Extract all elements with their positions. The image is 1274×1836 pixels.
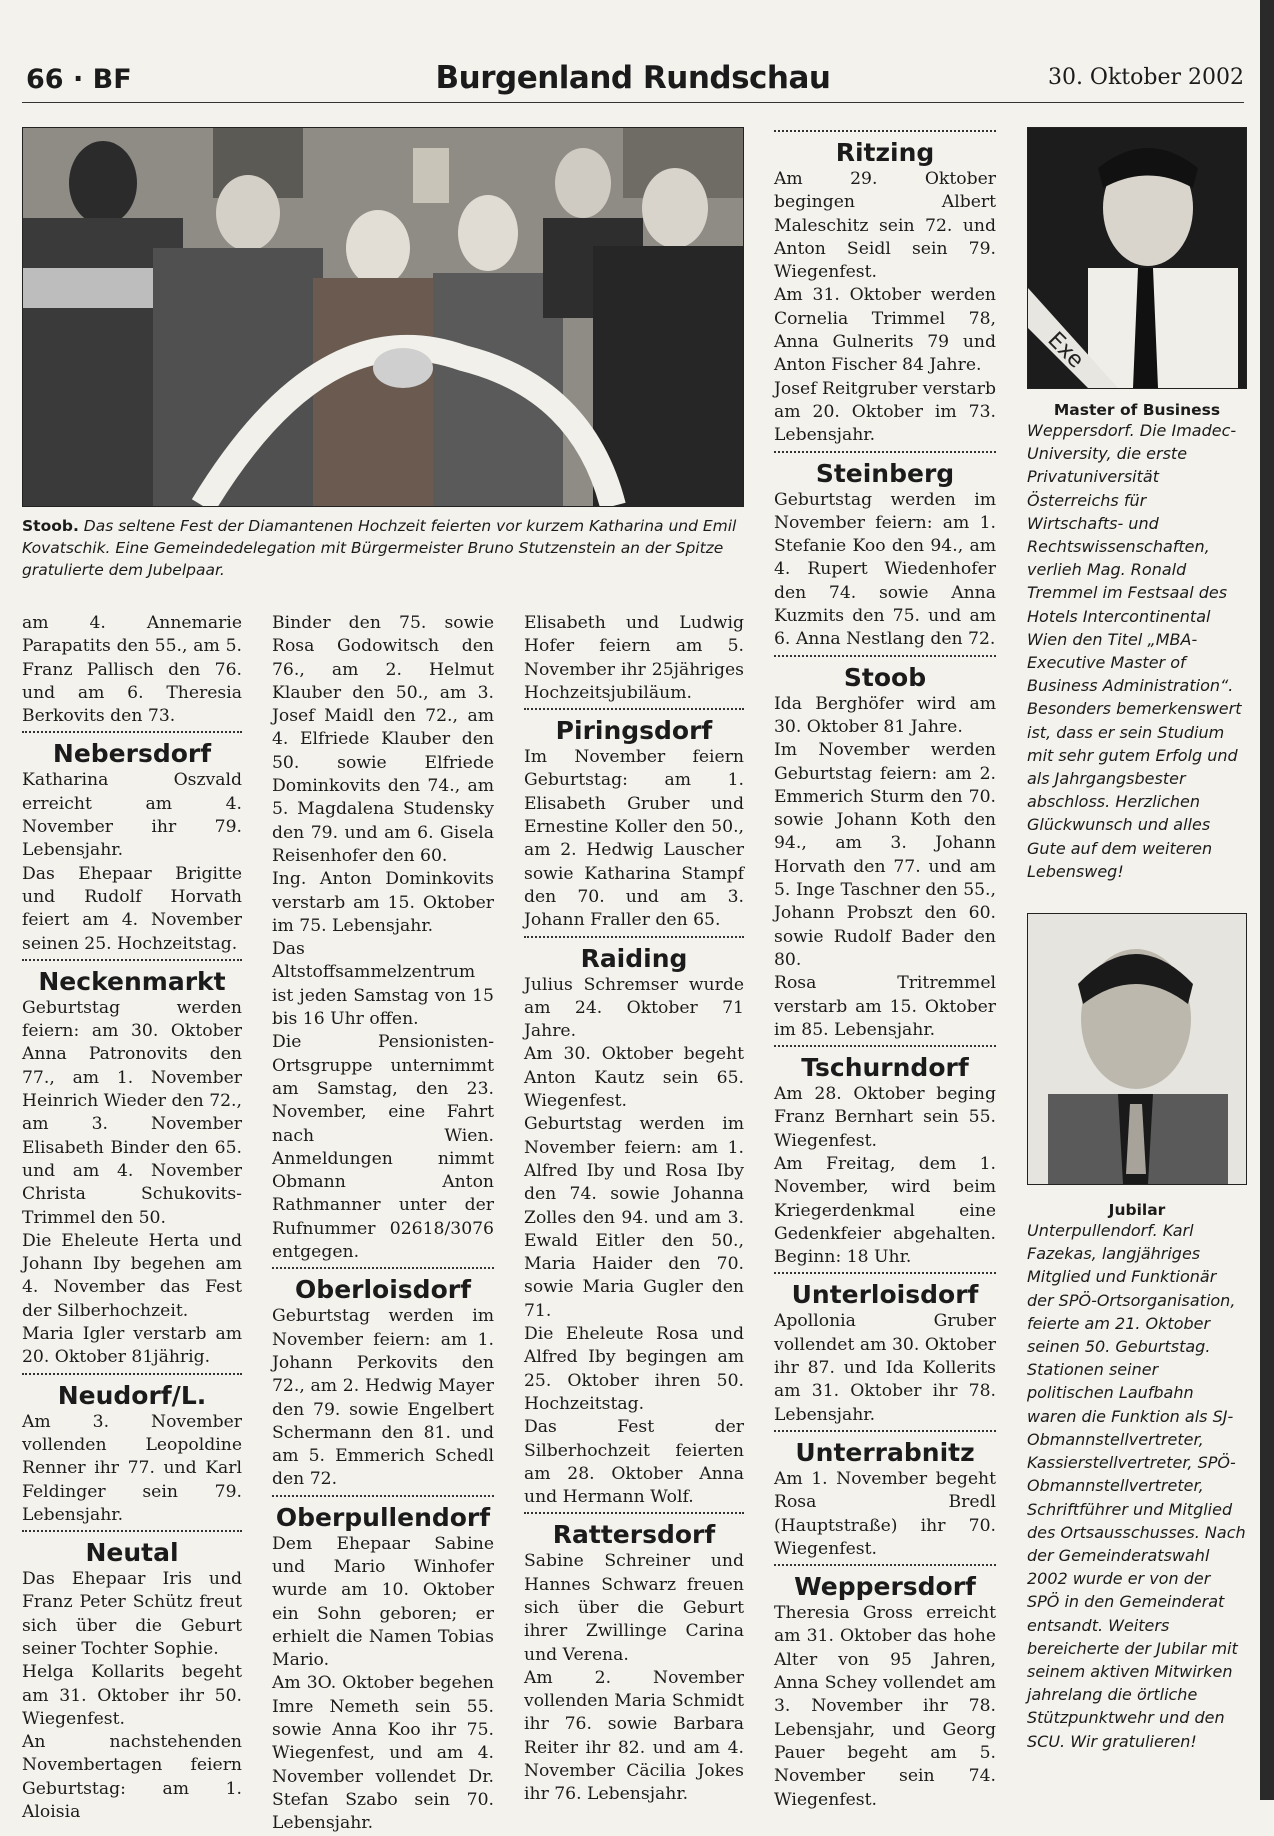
paragraph: Sabine Schreiner und Hannes Schwarz freuen sich über die Geburt ihrer Zwillinge Carina und Verena. [524,1551,744,1665]
paragraph: Theresia Gross erreicht am 31. Oktober das hohe Alter von 95 Jahren, Anna Schey vollendet am 3. November ihr 78. Lebensjahr, und Georg Pauer begeht am 5. November sein 74. Wiegenfest. [774,1603,996,1810]
paragraph: Am 3. November vollenden Leopoldine Renner ihr 77. und Karl Feldinger sein 79. Lebensjahr. [22,1411,242,1525]
section-title: Weppersdorf [774,1564,996,1602]
sidebar-text: Unterpullendorf. Karl Fazekas, langjähriges Mitglied und Funktionär der SPÖ-Ortsorganisation, feierte am 21. Oktober seinen 50. Geburtstag. Stationen seiner politischen Laufbahn waren die Funktion als SJ-Obmannstellvertreter, Kassierstellvertreter, SPÖ-Obmannstellvertreter, Schriftführer und Mitglied des Ortsausschusses. Nach der Gemeinderatswahl 2002 wurde er von der SPÖ in den Gemeinderat entsandt. Weiters bereicherte der Jubilar mit seinem aktiven Mitwirken jahrelang die örtliche Stützpunktwehr und den SCU. Wir gratulieren! [1027,1221,1246,1751]
section-title: Neudorf/L. [22,1373,242,1411]
paragraph: Geburtstag werden feiern: am 30. Oktober Anna Patronovits den 77., am 1. November Heinrich Wieder den 72., am 3. November Elisabeth Binder den 65. und am 4. November Christa Schukovits-Trimmel den 50. [22,997,242,1228]
paragraph: Am 1. November begeht Rosa Bredl (Hauptstraße) ihr 70. Wiegenfest. [774,1468,996,1559]
column-3 [524,612,744,1807]
paragraph: Rosa Tritremmel verstarb am 15. Oktober im 85. Lebensjahr. [774,973,996,1040]
section-title: Nebersdorf [22,731,242,769]
paragraph: Im November werden Geburtstag feiern: am 2. Emmerich Sturm den 70. sowie Johann Koth den 94., am 3. Johann Horvath den 77. und am 5. Inge Taschner den 55., Johann Probszt den 60. sowie Rudolf Bader den 80. [774,740,996,970]
paragraph: Im November feiern Geburtstag: am 1. Elisabeth Gruber und Ernestine Koller den 50., am 2. Hedwig Lauscher sowie Katharina Stampf den 70. und am 3. Johann Fraller den 65. [524,747,744,931]
caption-text: Das seltene Fest der Diamantenen Hochzeit feierten vor kurzem Katharina und Emil Kovatschik. Eine Gemeindedelegation mit Bürgermeister Bruno Stutzenstein an der Spitze gratulierte dem Jubelpaar. [22,517,737,579]
photo-caption [22,515,744,581]
column-1-intro: am 4. Annemarie Parapatits den 55., am 5. Franz Pallisch den 76. und am 6. Theresia Berkovits den 73. [22,613,242,727]
sidebar-title: Master of Business [1053,401,1221,419]
paragraph: Binder den 75. sowie Rosa Godowitsch den 76., am 2. Helmut Klauber den 50., am 3. Josef Maidl den 72., am 4. Elfriede Klauber den 50. sowie Elfriede Dominkovits den 74., am 5. Magdalena Studensky den 79. und am 6. Gisela Reisenhofer den 60. [272,613,494,866]
portrait-photo-master [1027,127,1247,389]
paragraph: Katharina Oszvald erreicht am 4. November ihr 79. Lebensjahr. [22,770,242,861]
paragraph: Josef Reitgruber verstarb am 20. Oktober im 73. Lebensjahr. [774,378,997,446]
scan-edge [1260,0,1274,1800]
paragraph: Am 29. Oktober begingen Albert Maleschitz sein 72. und Anton Seidl sein 79. Wiegenfest. [774,169,996,283]
paragraph: Elisabeth und Ludwig Hofer feiern am 5. November ihr 25jähriges Hochzeitsjubiläum. [524,613,744,703]
sash-text: Exe [1042,327,1089,374]
paragraph: Die Pensionisten-Ortsgruppe unternimmt am Samstag, den 23. November, eine Fahrt nach Wien. Anmeldungen nimmt Obmann Anton Rathmanner unter der Rufnummer 02618/3076 entgegen. [272,1032,494,1263]
section-title: Oberloisdorf [272,1267,494,1305]
paragraph: Die Eheleute Rosa und Alfred Iby begingen am 25. Oktober ihren 50. Hochzeitstag. [524,1324,744,1414]
column-4 [774,130,996,1812]
paragraph: Apollonia Gruber vollendet am 30. Oktober ihr 87. und Ida Kollerits am 31. Oktober ihr 78. Lebensjahr. [774,1311,996,1425]
section-title: Oberpullendorf [272,1495,494,1533]
group-photo [22,127,744,507]
section-title: Raiding [524,936,744,974]
paragraph: Ing. Anton Dominkovits verstarb am 15. Oktober im 75. Lebensjahr. [272,869,494,936]
section-title: Neckenmarkt [22,959,242,997]
section-title: Rattersdorf [524,1512,744,1550]
paragraph: Dem Ehepaar Sabine und Mario Winhofer wurde am 10. Oktober ein Sohn geboren; er erhielt die Namen Tobias Mario. [272,1533,494,1671]
paragraph: Das Ehepaar Iris und Franz Peter Schütz freut sich über die Geburt seiner Tochter Sophie. [22,1569,242,1659]
newspaper-title: Burgenland Rundschau [435,60,831,96]
sidebar-text: Weppersdorf. Die Imadec-University, die erste Privatuniversität Österreichs für Wirtschafts- und Rechtswissenschaften, verlieh Mag. Ronald Tremmel im Festsaal des Hotels Intercontinental Wien den Titel „MBA-Executive Master of Business Administration“. Besonders bemerkenswert ist, dass er sein Studium mit sehr gutem Erfolg und als Jahrgangsbester abschloss. Herzlichen Glückwunsch und alles Gute auf dem weiteren Lebensweg! [1027,421,1242,881]
paragraph: Am 31. Oktober werden Cornelia Trimmel 78, Anna Gulnerits 79 und Anton Fischer 84 Jahre. [774,285,996,376]
paragraph: Das Fest der Silberhochzeit feierten am 28. Oktober Anna und Hermann Wolf. [524,1417,744,1508]
section-title: Piringsdorf [524,708,744,746]
paragraph: Am 2. November vollenden Maria Schmidt ihr 76. sowie Barbara Reiter ihr 82. und am 4. November Cäcilia Jokes ihr 76. Lebensjahr. [524,1667,744,1805]
paragraph: Das Altstoffsammelzentrum ist jeden Samstag von 15 bis 16 Uhr offen. [272,939,494,1030]
section-title: Ritzing [774,130,996,168]
paragraph: Am Freitag, dem 1. November, wird beim Kriegerdenkmal eine Gedenkfeier abgehalten. Beginn: 18 Uhr. [774,1153,996,1268]
sidebar-title: Jubilar [1108,1201,1166,1220]
section-title: Stoob [774,655,996,693]
paragraph: An nachstehenden Novembertagen feiern Geburtstag: am 1. Aloisia [22,1732,242,1823]
section-title: Unterloisdorf [774,1272,996,1310]
page-header [22,58,1244,103]
paragraph: Geburtstag werden im November feiern: am 1. Johann Perkovits den 72., am 2. Hedwig Mayer den 79. sowie Engelbert Schermann den 81. und am 5. Emmerich Schedl den 72. [272,1306,494,1490]
paragraph: Am 28. Oktober beging Franz Bernhart sein 55. Wiegenfest. [774,1084,996,1151]
section-title: Unterrabnitz [774,1430,996,1468]
paragraph: Am 30. Oktober begeht Anton Kautz sein 65. Wiegenfest. [524,1044,744,1112]
section-title: Tschurndorf [774,1045,996,1083]
section-title: Steinberg [774,451,996,489]
caption-place: Stoob. [22,517,79,535]
section-title: Neutal [22,1530,242,1568]
paragraph: Das Ehepaar Brigitte und Rudolf Horvath feiert am 4. November seinen 25. Hochzeitstag. [22,863,242,954]
column-1 [22,612,242,1824]
sidebar [1027,127,1247,1753]
paragraph: Am 3O. Oktober begehen Imre Nemeth sein 55. sowie Anna Koo ihr 75. Wiegenfest, und am 4. November vollendet Dr. Stefan Szabo sein 70. Lebensjahr. [272,1673,494,1834]
paragraph: Geburtstag werden im November feiern: am 1. Alfred Iby und Rosa Iby den 74. sowie Johanna Zolles den 94. und am 3. Ewald Eitler den 50., Maria Haider den 70. sowie Maria Gugler den 71. [524,1114,744,1321]
paragraph: Ida Berghöfer wird am 30. Oktober 81 Jahre. [774,693,996,737]
paragraph: Maria Igler verstarb am 20. Oktober 81jährig. [22,1324,242,1368]
page-number: 66 · BF [26,64,132,95]
column-2 [272,612,494,1836]
paragraph: Die Eheleute Herta und Johann Iby begehen am 4. November das Fest der Silberhochzeit. [22,1230,242,1321]
paragraph: Helga Kollarits begeht am 31. Oktober ihr 50. Wiegenfest. [22,1662,242,1729]
portrait-photo-jubilar [1027,913,1247,1185]
issue-date: 30. Oktober 2002 [1047,65,1244,90]
paragraph: Geburtstag werden im November feiern: am 1. Stefanie Koo den 94., am 4. Rupert Wiedenhofer den 74. sowie Anna Kuzmits den 75. und am 6. Anna Nestlang den 72. [774,489,996,650]
paragraph: Julius Schremser wurde am 24. Oktober 71 Jahre. [524,974,744,1042]
